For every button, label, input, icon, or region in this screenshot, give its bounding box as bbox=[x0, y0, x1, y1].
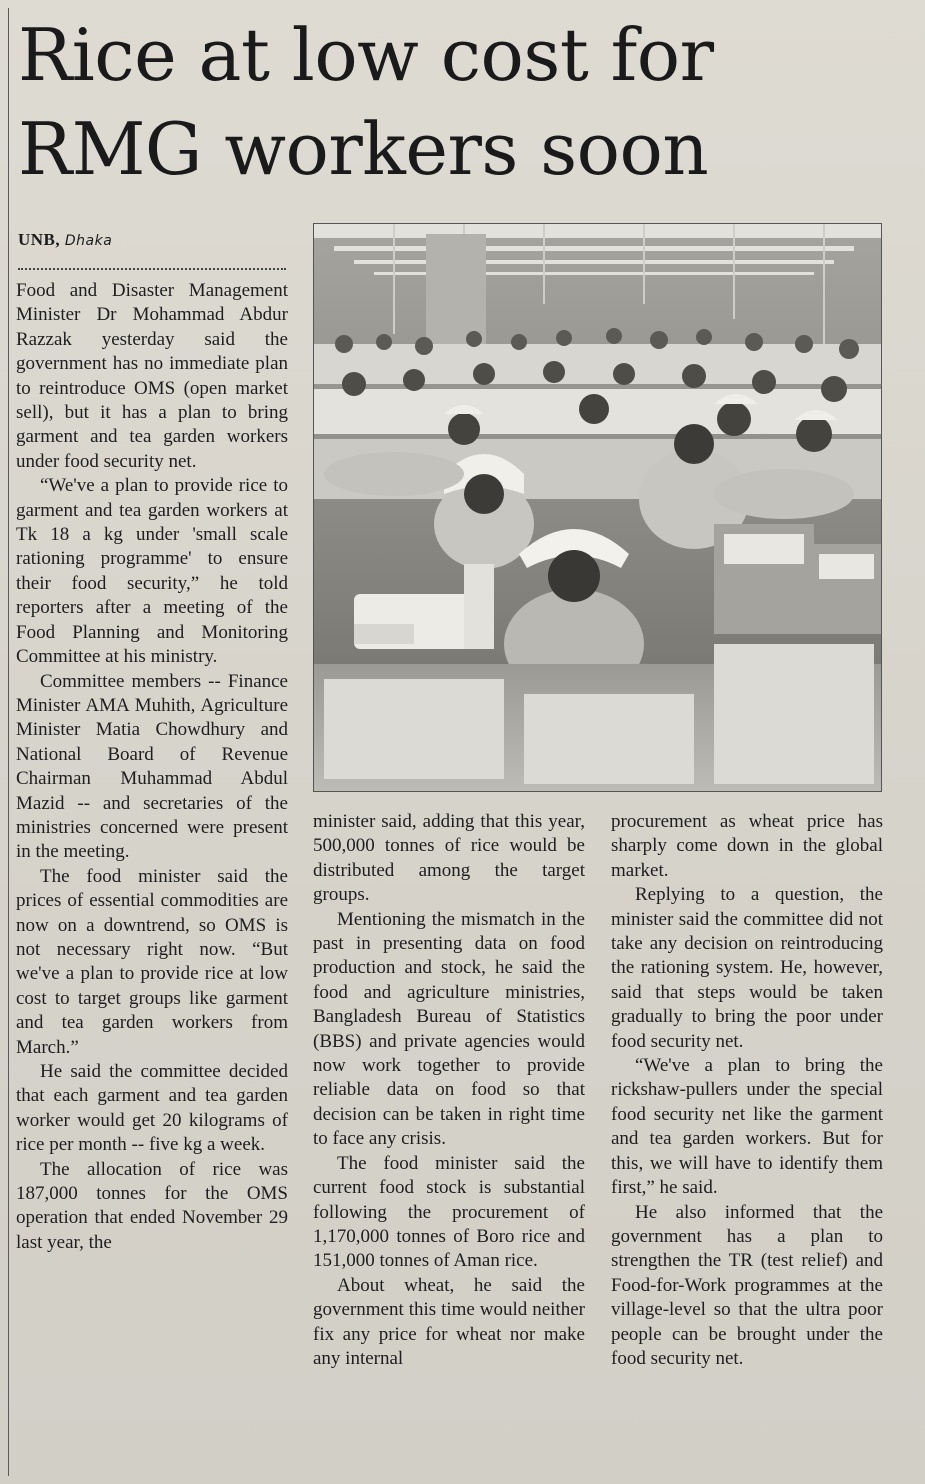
article-column-3 bbox=[611, 810, 883, 1371]
headline bbox=[18, 8, 878, 196]
garment-factory-photo bbox=[313, 223, 882, 792]
paragraph: procurement as wheat price has sharply come down in the global market. bbox=[611, 811, 883, 881]
paragraph: “We've a plan to provide rice to garment and tea garden workers at Tk 18 a kg under 'small scale rationing programme' to ensure their food security,” he told reporters after a meeting of the Food Planning and Monitoring Committee at his ministry. bbox=[16, 475, 288, 668]
paragraph: minister said, adding that this year, 500,000 tonnes of rice would be distributed among the target groups. bbox=[313, 811, 585, 906]
paragraph: “We've a plan to bring the rickshaw-pullers under the special food security net like the garment and tea garden workers. But for this, we will have to identify them first,” he said. bbox=[611, 1055, 883, 1199]
article-column-2 bbox=[313, 810, 585, 1371]
article-column-1 bbox=[16, 279, 288, 1255]
byline-agency: UNB, bbox=[18, 230, 61, 249]
byline-place: Dhaka bbox=[64, 233, 113, 249]
paragraph: Committee members -- Finance Minister AMA Muhith, Agriculture Minister Matia Chowdhury and National Board of Revenue Chairman Muhammad Abdul Mazid -- and secretaries of the ministries concerned were present in the meeting. bbox=[16, 670, 288, 863]
paragraph: About wheat, he said the government this time would neither fix any price for wheat nor make any internal bbox=[313, 1274, 585, 1369]
byline bbox=[18, 230, 112, 250]
paragraph: Mentioning the mismatch in the past in presenting data on food production and stock, he said the food and agriculture ministries, Bangladesh Bureau of Statistics (BBS) and private agencies would now work together to provide reliable data on food so that decision can be taken in right time to face any crisis. bbox=[313, 908, 585, 1150]
paragraph: The allocation of rice was 187,000 tonnes for the OMS operation that ended November 29 last year, the bbox=[16, 1158, 288, 1253]
paragraph: Food and Disaster Management Minister Dr Mohammad Abdur Razzak yesterday said the government has no immediate plan to reintroduce OMS (open market sell), but it has a plan to bring garment and tea garden workers under food security net. bbox=[16, 280, 288, 472]
dotted-divider bbox=[18, 268, 286, 270]
headline-line-2: RMG workers soon bbox=[18, 107, 709, 191]
paragraph: The food minister said the current food stock is substantial following the procurement of 1,170,000 tonnes of Boro rice and 151,000 tonnes of Aman rice. bbox=[313, 1152, 585, 1272]
paragraph: Replying to a question, the minister said the committee did not take any decision on reintroducing the rationing system. He, however, said that steps would be taken gradually to bring the poor under food security net. bbox=[611, 884, 883, 1052]
column-rule bbox=[8, 8, 9, 1476]
paragraph: He also informed that the government has a plan to strengthen the TR (test relief) and Food-for-Work programmes at the village-level so that the ultra poor people can be brought under the food security net. bbox=[611, 1201, 883, 1369]
factory-photo-illustration bbox=[314, 224, 881, 791]
headline-line-1: Rice at low cost for bbox=[18, 13, 714, 97]
paragraph: He said the committee decided that each garment and tea garden worker would get 20 kilograms of rice per month -- five kg a week. bbox=[16, 1061, 288, 1156]
paragraph: The food minister said the prices of essential commodities are now on a downtrend, so OMS is not necessary right now. “But we've a plan to provide rice at low cost to target groups like garment and tea garden workers from March.” bbox=[16, 865, 288, 1058]
